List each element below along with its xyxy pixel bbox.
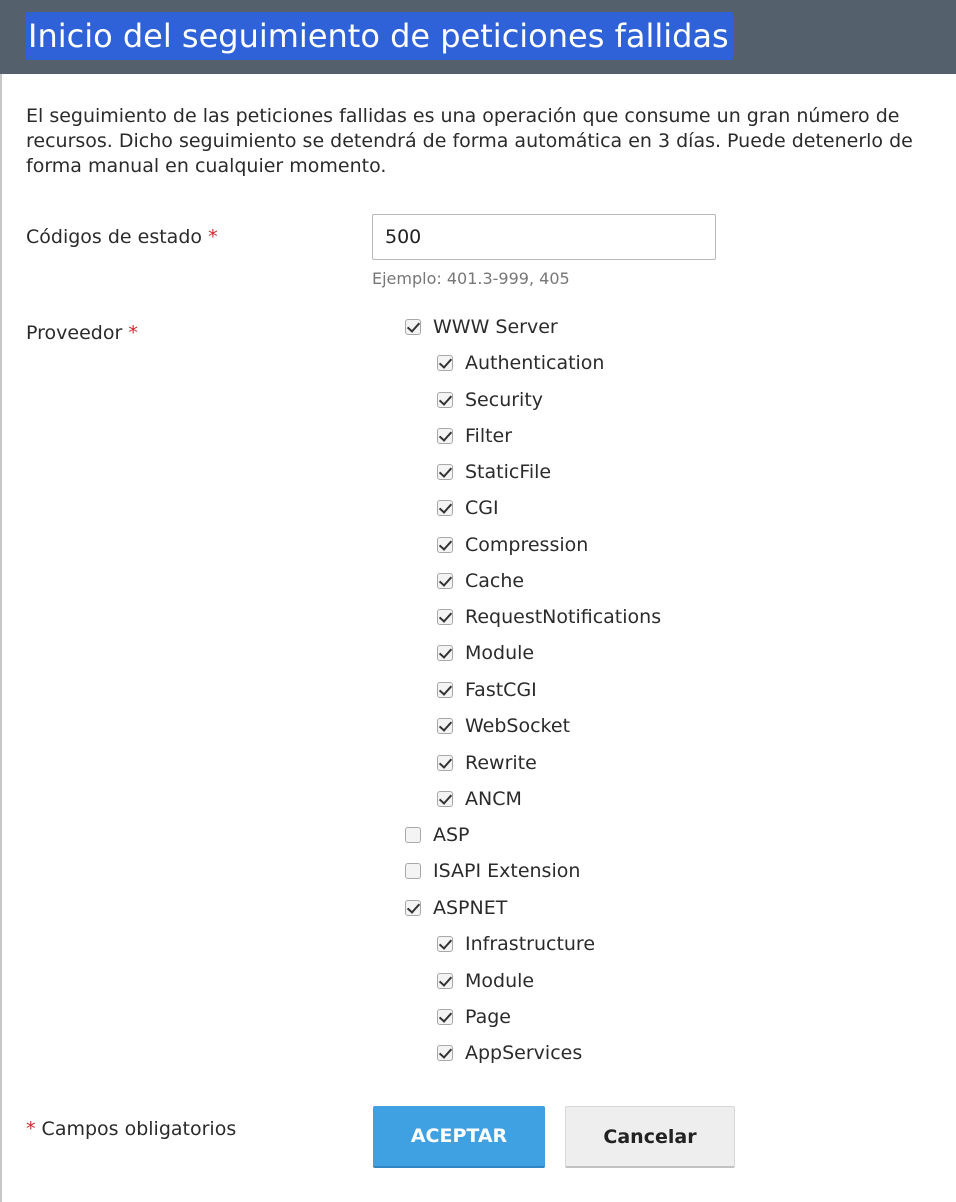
provider-checkbox-websocket[interactable] xyxy=(437,713,570,739)
provider-checkbox-label: FastCGI xyxy=(465,679,537,701)
checkbox-icon[interactable] xyxy=(437,791,453,807)
provider-checkbox-fastcgi[interactable] xyxy=(437,677,537,703)
accept-button[interactable]: ACEPTAR xyxy=(373,1106,545,1168)
dialog-title: Inicio del seguimiento de peticiones fallidas xyxy=(26,12,733,60)
required-asterisk: * xyxy=(26,1118,36,1140)
checkbox-icon[interactable] xyxy=(437,645,453,661)
provider-checkbox-label: WWW Server xyxy=(433,316,558,338)
provider-checkbox-label: ISAPI Extension xyxy=(433,860,581,882)
status-codes-label xyxy=(26,226,218,248)
provider-checkbox-label: WebSocket xyxy=(465,715,571,737)
provider-checkbox-label: Module xyxy=(465,642,535,664)
provider-checkbox-label: Rewrite xyxy=(465,752,537,774)
provider-checkbox-infrastructure[interactable] xyxy=(437,931,595,957)
provider-checkbox-module[interactable] xyxy=(437,640,534,666)
status-codes-hint: Ejemplo: 401.3-999, 405 xyxy=(372,269,570,288)
provider-checkbox-label: Compression xyxy=(465,534,589,556)
checkbox-icon[interactable] xyxy=(437,936,453,952)
status-codes-label-text: Códigos de estado xyxy=(26,226,203,248)
required-fields-text: Campos obligatorios xyxy=(41,1118,237,1140)
dialog-title-bar xyxy=(0,0,956,74)
cancel-button[interactable]: Cancelar xyxy=(565,1106,735,1168)
provider-checkbox-aspnet-module[interactable] xyxy=(437,968,534,994)
checkbox-icon[interactable] xyxy=(437,355,453,371)
provider-checkbox-aspnet[interactable] xyxy=(405,895,507,921)
provider-checkbox-requestnotifications[interactable] xyxy=(437,604,661,630)
checkbox-icon[interactable] xyxy=(405,900,421,916)
required-asterisk: * xyxy=(128,322,138,344)
provider-checkbox-asp[interactable] xyxy=(405,822,470,848)
provider-checkbox-www-server[interactable] xyxy=(405,314,558,340)
provider-checkbox-label: AppServices xyxy=(465,1042,583,1064)
provider-checkbox-label: Infrastructure xyxy=(465,933,596,955)
checkbox-icon[interactable] xyxy=(437,573,453,589)
provider-checkbox-label: ASP xyxy=(433,824,470,846)
checkbox-icon[interactable] xyxy=(405,863,421,879)
provider-checkbox-cache[interactable] xyxy=(437,568,524,594)
provider-checkbox-cgi[interactable] xyxy=(437,495,499,521)
provider-checkbox-label: Module xyxy=(465,970,535,992)
checkbox-icon[interactable] xyxy=(437,1009,453,1025)
checkbox-icon[interactable] xyxy=(437,392,453,408)
checkbox-icon[interactable] xyxy=(437,500,453,516)
checkbox-icon[interactable] xyxy=(437,973,453,989)
checkbox-icon[interactable] xyxy=(437,609,453,625)
provider-checkbox-staticfile[interactable] xyxy=(437,459,551,485)
checkbox-icon[interactable] xyxy=(437,537,453,553)
checkbox-icon[interactable] xyxy=(437,682,453,698)
required-fields-note xyxy=(26,1118,236,1140)
checkbox-icon[interactable] xyxy=(437,755,453,771)
provider-checkbox-label: StaticFile xyxy=(465,461,552,483)
provider-checkbox-ancm[interactable] xyxy=(437,786,522,812)
status-codes-input[interactable] xyxy=(372,214,716,260)
provider-checkbox-label: ANCM xyxy=(465,788,522,810)
checkbox-icon[interactable] xyxy=(437,1045,453,1061)
provider-checkbox-label: RequestNotifications xyxy=(465,606,662,628)
provider-checkbox-label: Security xyxy=(465,389,544,411)
provider-checkbox-page[interactable] xyxy=(437,1004,511,1030)
checkbox-icon[interactable] xyxy=(437,718,453,734)
provider-checkbox-appservices[interactable] xyxy=(437,1040,582,1066)
provider-checkbox-label: Filter xyxy=(465,425,513,447)
required-asterisk: * xyxy=(208,226,218,248)
provider-checkbox-security[interactable] xyxy=(437,387,543,413)
provider-checkbox-authentication[interactable] xyxy=(437,350,604,376)
provider-checkbox-compression[interactable] xyxy=(437,532,588,558)
dialog-description: El seguimiento de las peticiones fallidas es una operación que consume un gran número de recursos. Dicho seguimiento se detendrá de forma automática en 3 días. Puede detenerlo de forma manual en cualquier momento. xyxy=(26,105,913,177)
provider-checkbox-isapi-extension[interactable] xyxy=(405,858,580,884)
provider-checkbox-label: Page xyxy=(465,1006,511,1028)
provider-checkbox-label: CGI xyxy=(465,497,499,519)
provider-label-text: Proveedor xyxy=(26,322,123,344)
provider-checkbox-label: ASPNET xyxy=(433,897,508,919)
checkbox-icon[interactable] xyxy=(405,827,421,843)
checkbox-icon[interactable] xyxy=(437,464,453,480)
checkbox-icon[interactable] xyxy=(405,319,421,335)
provider-checkbox-rewrite[interactable] xyxy=(437,750,537,776)
provider-label xyxy=(26,322,138,344)
provider-checkbox-label: Authentication xyxy=(465,352,605,374)
provider-checkbox-label: Cache xyxy=(465,570,525,592)
dialog-left-border xyxy=(0,74,2,1202)
provider-checkbox-filter[interactable] xyxy=(437,423,512,449)
checkbox-icon[interactable] xyxy=(437,428,453,444)
